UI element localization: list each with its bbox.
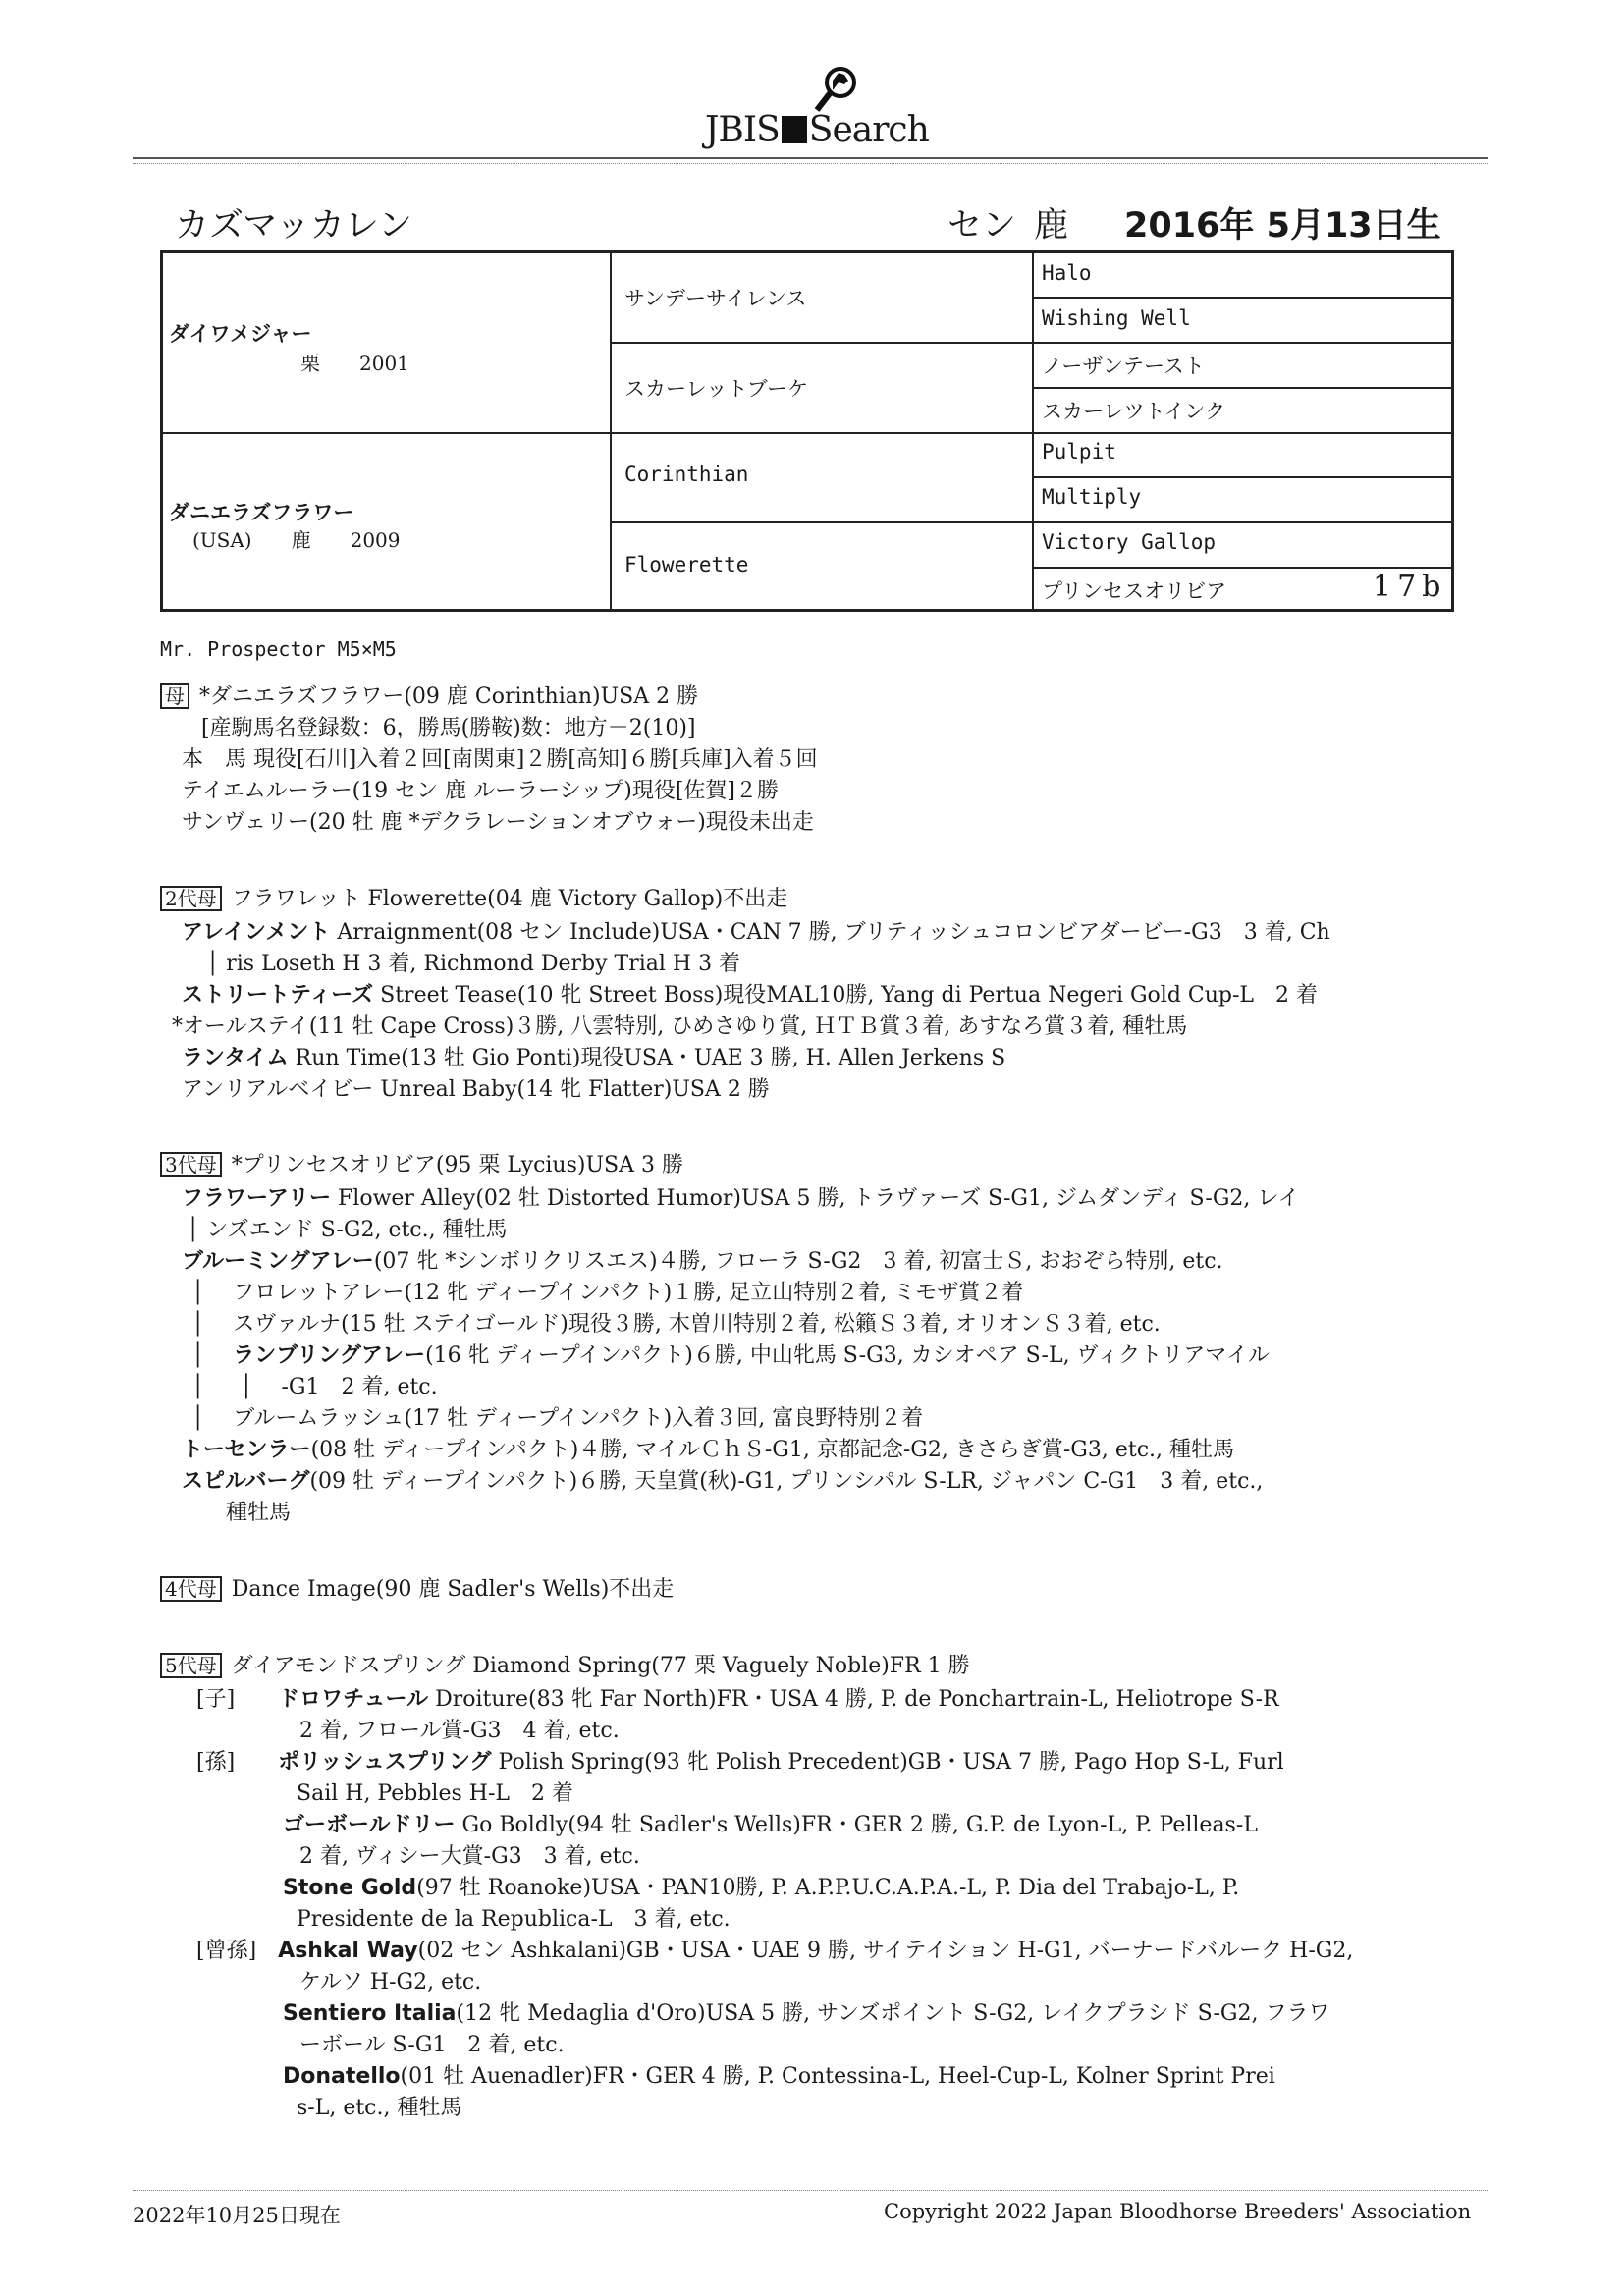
record-text: s-L, etc., 種牡馬 (297, 2096, 462, 2120)
generation-tag: 母 (160, 683, 189, 709)
header-rule-dotted (133, 163, 1488, 164)
record-text: ーボール S-G1 2 着, etc. (299, 2033, 565, 2057)
gen2-sire-sire: サンデーサイレンス (624, 287, 807, 310)
generation-tag: 2代母 (160, 886, 222, 911)
sire-detail: 栗 2001 (300, 352, 409, 375)
record-text: 本 馬 現役[石川]入着２回[南関東]２勝[高知]６勝[兵庫]入着５回 (182, 747, 818, 772)
horse-sex: セン (947, 206, 1017, 246)
record-line (196, 1937, 1353, 1966)
record-text: アンリアルベイビー Unreal Baby(14 牝 Flatter)USA 2 勝 (182, 1077, 770, 1102)
record-text: Arraignment(08 セン Include)USA・CAN 7 勝, ブリティッシュコロンビアダービー-G3 3 着, Ch (330, 920, 1330, 945)
horse-name-bold: アレインメント (182, 920, 331, 945)
horse-birth: 2016年 5月13日生 (1124, 206, 1441, 246)
record-line (191, 1310, 1161, 1339)
horse-name: カズマッカレン (175, 206, 413, 246)
record-text: Dance Image(90 鹿 Sadler's Wells)不出走 (231, 1577, 675, 1602)
record-line (299, 2031, 565, 2060)
dam-name: ダニエラズフラワー (169, 501, 354, 524)
record-text: (02 セン Ashkalani)GB・USA・UAE 9 勝, サイテイション H-G1, バーナードバルーク H-G2, (417, 1939, 1354, 1963)
horse-name-bold: ランタイム (182, 1046, 289, 1070)
record-text: │ │ -G1 2 着, etc. (191, 1375, 438, 1399)
record-text: (16 牝 ディープインパクト)６勝, 中山牝馬 S-G3, カシオペア S-L, ヴィクトリアマイル (425, 1343, 1270, 1368)
record-line (182, 981, 1318, 1011)
footer-copyright: Copyright 2022 Japan Bloodhorse Breeders' Association (884, 2200, 1472, 2223)
horse-name-bold: Ashkal Way (278, 1939, 418, 1963)
record-line (206, 950, 740, 979)
gen3-7: Victory Gallop (1042, 530, 1217, 554)
record-text: │ スヴァルナ(15 牡 ステイゴールド)現役３勝, 木曽川特別２着, 松籟Ｓ３着, オリオンＳ３着, etc. (191, 1312, 1161, 1337)
record-text: *プリンセスオリビア(95 栗 Lycius)USA 3 勝 (231, 1153, 683, 1177)
family-number: 17b (1373, 570, 1447, 604)
logo-search: Search (808, 110, 929, 150)
record-line (191, 1404, 923, 1434)
gen3-5: Pulpit (1042, 440, 1116, 464)
pedigree-table (160, 250, 1454, 612)
record-text: ケルソ H-G2, etc. (299, 1970, 482, 1995)
record-text: 種牡馬 (226, 1501, 292, 1525)
record-text: (97 牡 Roanoke)USA・PAN10勝, P. A.P.P.U.C.A.P.A.-L, P. Dia del Trabajo-L, P. (416, 1876, 1240, 1900)
record-line (182, 1436, 1234, 1465)
record-line (182, 918, 1330, 948)
record-line (182, 777, 779, 806)
gen2-sire-dam: スカーレットブーケ (624, 377, 809, 401)
record-line (191, 1341, 1270, 1371)
gen3-2: Wishing Well (1042, 306, 1191, 330)
record-line (299, 1968, 481, 1997)
record-line (196, 1748, 1284, 1777)
record-line (299, 1717, 620, 1746)
record-line (283, 1811, 1258, 1840)
record-text: *オールステイ(11 牡 Cape Cross)３勝, 八雲特別, ひめさゆり賞, ＨＴＢ賞３着, あすなろ賞３着, 種牡馬 (172, 1014, 1188, 1039)
gen3-4: スカーレツトインク (1042, 400, 1226, 423)
record-text: テイエムルーラー(19 セン 鹿 ルーラーシップ)現役[佐賀]２勝 (182, 779, 780, 803)
record-text: Flower Alley(02 牡 Distorted Humor)USA 5 勝, トラヴァーズ S-G1, ジムダンディ S-G2, レイ (331, 1186, 1300, 1211)
horse-name-bold: ランブリングアレー (233, 1343, 426, 1368)
section-header-line (160, 1575, 674, 1605)
record-line (182, 808, 814, 838)
record-text: 2 着, ヴィシー大賞-G3 3 着, etc. (299, 1844, 640, 1869)
gen3-8: プリンセスオリビア (1042, 579, 1227, 603)
horse-name-bold: ドロワチュール (278, 1687, 429, 1712)
sire-name: ダイワメジャー (169, 322, 312, 346)
record-text: ダイアモンドスプリング Diamond Spring(77 栗 Vaguely Noble)FR 1 勝 (231, 1654, 970, 1678)
horse-color: 鹿 (1034, 206, 1069, 246)
footer-rule (133, 2190, 1488, 2191)
record-text: フラワレット Flowerette(04 鹿 Victory Gallop)不出走 (231, 887, 788, 911)
record-text: Go Boldly(94 牡 Sadler's Wells)FR・GER 2 勝, G.P. de Lyon-L, P. Pelleas-L (455, 1813, 1258, 1837)
horse-name-bold: ポリッシュスプリング (278, 1750, 492, 1775)
record-line (299, 1842, 640, 1872)
dam-detail: (USA) 鹿 2009 (192, 528, 401, 552)
record-text: Sail H, Pebbles H-L 2 着 (297, 1781, 573, 1806)
horse-name-bold: Donatello (283, 2064, 401, 2089)
record-line (226, 1499, 291, 1528)
record-text: (01 牡 Auenadler)FR・GER 4 勝, P. Contessina-L, Heel-Cup-L, Kolner Sprint Prei (400, 2064, 1275, 2089)
gen3-6: Multiply (1042, 485, 1142, 509)
generation-tag: 3代母 (160, 1152, 222, 1177)
record-text: サンヴェリー(20 牡 鹿 *デクラレーションオブウォー)現役未出走 (182, 810, 814, 835)
record-line (182, 1075, 770, 1105)
generation-tag: 5代母 (160, 1653, 222, 1678)
record-line (297, 2094, 461, 2123)
horse-name-bold: ゴーボールドリー (283, 1813, 456, 1837)
record-text: │ (191, 1343, 234, 1368)
record-text: [曾孫] (196, 1939, 279, 1963)
record-text: [子] (196, 1687, 279, 1712)
record-text: (07 牝 *シンボリクリスエス)４勝, フローラ S-G2 3 着, 初富士Ｓ, おおぞら特別, etc. (373, 1249, 1223, 1274)
record-text: │ フロレットアレー(12 牝 ディープインパクト)１勝, 足立山特別２着, ミモザ賞２着 (191, 1281, 1024, 1305)
header-rule (133, 157, 1488, 159)
gen3-3: ノーザンテースト (1042, 355, 1205, 378)
section-header-line (160, 1151, 683, 1180)
gen2-dam-dam: Flowerette (624, 553, 749, 576)
horse-name-bold: Sentiero Italia (283, 2001, 457, 2026)
inbreeding-note: Mr. Prospector M5×M5 (160, 637, 397, 661)
record-line (283, 2062, 1275, 2092)
record-line (196, 1685, 1279, 1715)
horse-name-bold: Stone Gold (283, 1876, 417, 1900)
record-line (182, 1467, 1263, 1497)
record-line (182, 1044, 1005, 1073)
record-line (283, 1999, 1330, 2029)
record-line (191, 1279, 1023, 1308)
jbis-search-logo (705, 61, 941, 159)
record-text: Run Time(13 牡 Gio Ponti)現役USA・UAE 3 勝, H. Allen Jerkens S (288, 1046, 1006, 1070)
record-line (283, 1874, 1239, 1903)
record-text: Polish Spring(93 牝 Polish Precedent)GB・USA 7 勝, Pago Hop S-L, Furl (491, 1750, 1284, 1775)
record-text: Droiture(83 牝 Far North)FR・USA 4 勝, P. de Ponchartrain-L, Heliotrope S-R (428, 1687, 1279, 1712)
record-line (297, 1905, 731, 1935)
record-text: (08 牡 ディープインパクト)４勝, マイルＣｈＳ-G1, 京都記念-G2, きさらぎ賞-G3, etc., 種牡馬 (310, 1438, 1235, 1462)
logo-text (705, 110, 929, 150)
horse-name-bold: トーセンラー (182, 1438, 311, 1462)
horse-name-bold: ブルーミングアレー (182, 1249, 374, 1274)
gen2-dam-sire: Corinthian (624, 463, 749, 486)
record-line (182, 745, 818, 775)
record-text: │ ris Loseth H 3 着, Richmond Derby Trial H 3 着 (206, 952, 741, 976)
horse-name-bold: フラワーアリー (182, 1186, 332, 1211)
record-text: Presidente de la Republica-L 3 着, etc. (297, 1907, 731, 1932)
record-line (297, 1779, 573, 1809)
record-line (191, 1373, 438, 1402)
record-text: [孫] (196, 1750, 279, 1775)
section-header-line (160, 885, 787, 914)
record-text: [産駒馬名登録数：6，勝馬(勝鞍)数：地方－2(10)] (201, 716, 696, 740)
generation-tag: 4代母 (160, 1576, 222, 1602)
horse-name-bold: ストリートティーズ (182, 983, 374, 1008)
record-line (201, 714, 696, 743)
section-header-line (160, 683, 698, 712)
record-text: Street Tease(10 牝 Street Boss)現役MAL10勝, Yang di Pertua Negeri Gold Cup-L 2 着 (373, 983, 1319, 1008)
footer-date: 2022年10月25日現在 (133, 2204, 341, 2227)
record-line (182, 1247, 1223, 1277)
record-text: *ダニエラズフラワー(09 鹿 Corinthian)USA 2 勝 (199, 684, 699, 709)
record-line (172, 1012, 1187, 1042)
record-text: │ ンズエンド S-G2, etc., 種牡馬 (187, 1218, 508, 1242)
record-text: │ ブルームラッシュ(17 牡 ディープインパクト)入着３回, 富良野特別２着 (191, 1406, 924, 1431)
record-text: 2 着, フロール賞-G3 4 着, etc. (299, 1719, 620, 1743)
logo-jbis: JBIS (705, 110, 780, 150)
record-text: (12 牝 Medaglia d'Oro)USA 5 勝, サンズポイント S-G2, レイクプラシド S-G2, フラワ (456, 2001, 1330, 2026)
record-line (187, 1216, 508, 1245)
record-line (182, 1184, 1299, 1214)
gen3-1: Halo (1042, 261, 1092, 285)
horse-name-bold: スピルバーグ (182, 1469, 310, 1494)
section-header-line (160, 1652, 970, 1681)
record-text: (09 牡 ディープインパクト)６勝, 天皇賞(秋)-G1, プリンシパル S-LR, ジャパン C-G1 3 着, etc., (309, 1469, 1264, 1494)
